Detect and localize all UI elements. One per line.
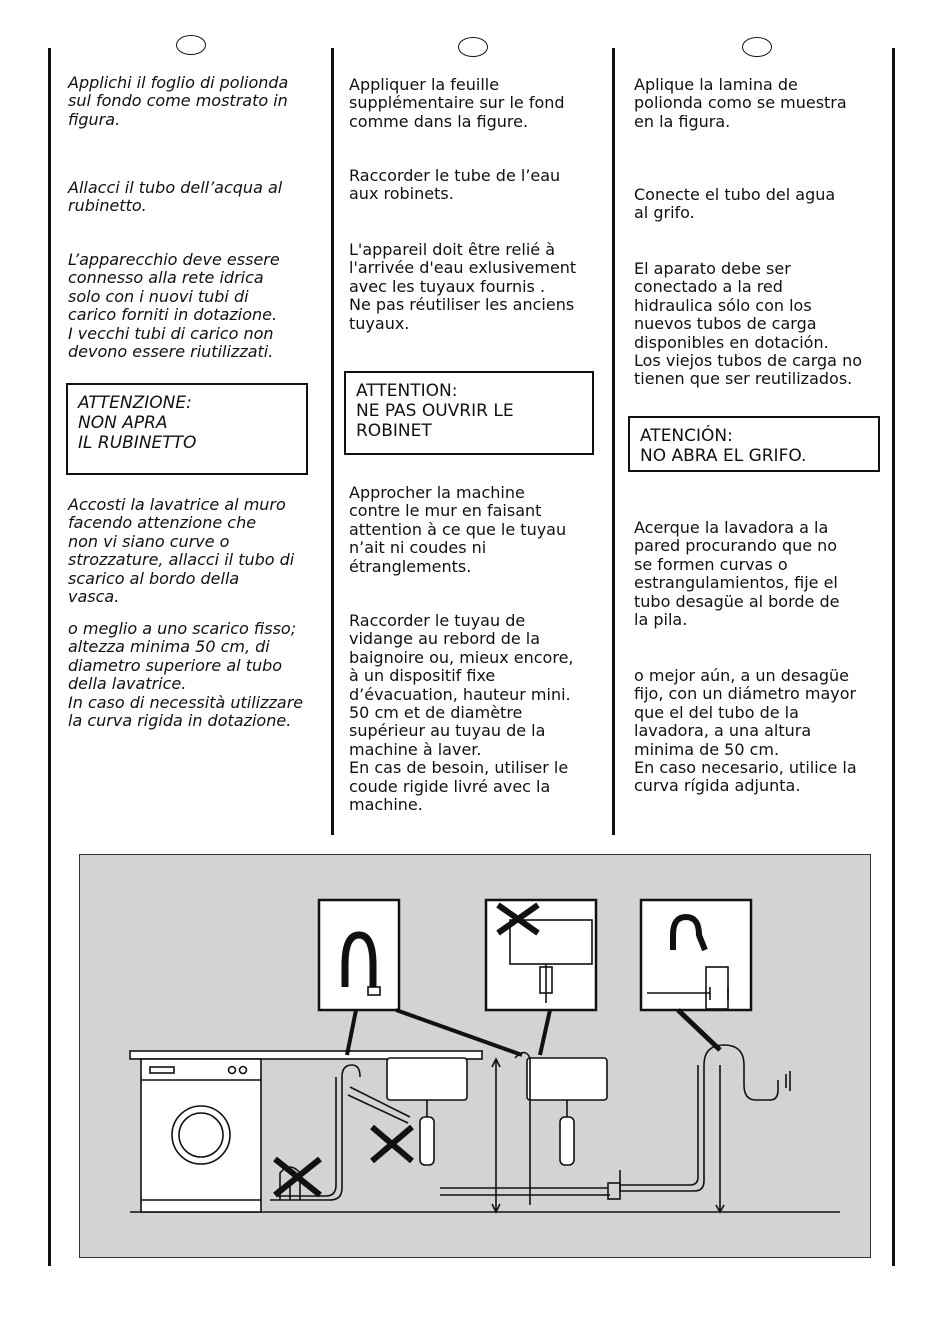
language-flag-french-icon [458, 37, 488, 57]
spanish-paragraph-2: Conecte el tubo del agua al grifo. [634, 185, 836, 223]
column-divider-2 [612, 48, 615, 835]
column-divider-1 [331, 48, 334, 835]
french-paragraph-1: Appliquer la feuille supplémentaire sur le fond comme dans la figure. [349, 75, 565, 131]
french-paragraph-5: Raccorder le tuyau de vidange au rebord de la baignoire ou, mieux encore, à un dispositif fixe d’évacuation, hauteur mini. 50 cm et de diamètre supérieur au tuyau de la machine à laver. En cas de besoin, utiliser le coude rigide livré avec la machine. [349, 611, 574, 815]
spanish-paragraph-4: Acerque la lavadora a la pared procurando que no se formen curvas o estrangulamientos, fije el tubo desagüe al borde de la pila. [634, 518, 840, 630]
installation-drawing [80, 855, 872, 1259]
column-divider-left [48, 48, 51, 1266]
italian-paragraph-1: Applichi il foglio di polionda sul fondo come mostrato in figura. [68, 73, 289, 129]
french-paragraph-4: Approcher la machine contre le mur en faisant attention à ce que le tuyau n’ait ni coudes ni étranglements. [349, 483, 567, 576]
spanish-paragraph-3: El aparato debe ser conectado a la red hidraulica sólo con los nuevos tubos de carga disponibles en dotación. Los viejos tubos de carga no tienen que ser reutilizados. [634, 259, 862, 389]
italian-paragraph-2: Allacci il tubo dell’acqua al rubinetto. [68, 178, 283, 216]
language-flag-italian-icon [176, 35, 206, 55]
column-divider-right [892, 48, 895, 1266]
drain-installation-illustration [79, 854, 871, 1258]
french-paragraph-3: L'appareil doit être relié à l'arrivée d'eau exlusivement avec les tuyaux fournis . Ne pas réutiliser les anciens tuyaux. [349, 240, 577, 333]
spanish-paragraph-1: Aplique la lamina de polionda como se muestra en la figura. [634, 75, 847, 131]
italian-paragraph-5: o meglio a uno scarico fisso; altezza minima 50 cm, di diametro superiore al tubo della lavatrice. In caso di necessità utilizzare la curva rigida in dotazione. [68, 619, 304, 731]
italian-warning-box: ATTENZIONE: NON APRA IL RUBINETTO [66, 383, 308, 475]
language-flag-spanish-icon [742, 37, 772, 57]
italian-paragraph-4: Accosti la lavatrice al muro facendo attenzione che non vi siano curve o strozzature, allacci il tubo di scarico al bordo della vasca. [68, 495, 295, 607]
spanish-paragraph-5: o mejor aún, a un desagüe fijo, con un diámetro mayor que el del tubo de la lavadora, a una altura minima de 50 cm. En caso necesario, utilice la curva rígida adjunta. [634, 666, 857, 796]
italian-paragraph-3: L’apparecchio deve essere connesso alla rete idrica solo con i nuovi tubi di carico forniti in dotazione. I vecchi tubi di carico non devono essere riutilizzati. [68, 250, 280, 362]
spanish-warning-box: ATENCIÓN: NO ABRA EL GRIFO. [628, 416, 880, 472]
french-paragraph-2: Raccorder le tube de l’eau aux robinets. [349, 166, 561, 204]
french-warning-box: ATTENTION: NE PAS OUVRIR LE ROBINET [344, 371, 594, 455]
